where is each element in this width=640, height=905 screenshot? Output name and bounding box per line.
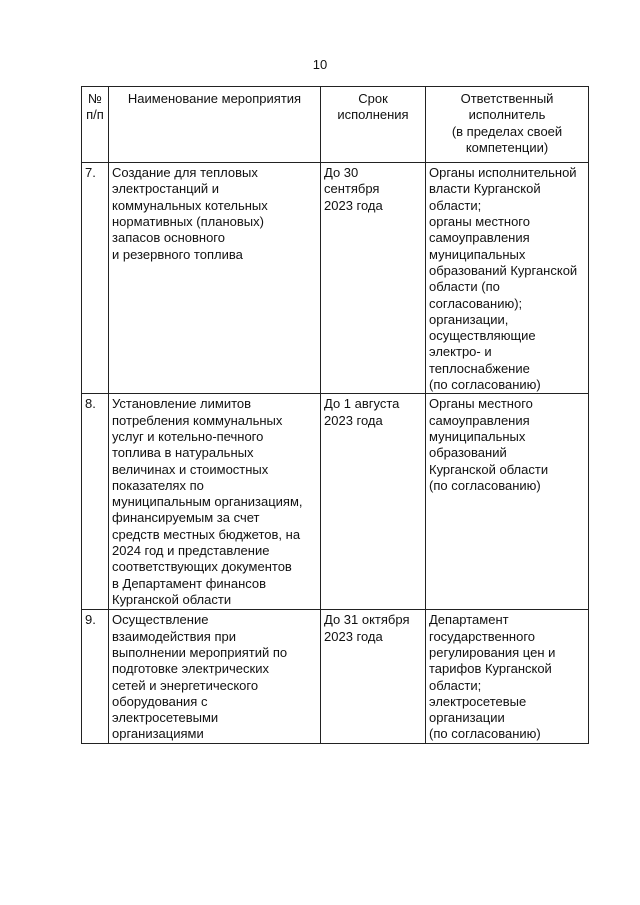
- measures-table: [81, 86, 589, 744]
- row-responsible: Органы местного самоуправления муниципальных образований Курганской области (по согласованию): [426, 394, 589, 610]
- table-header-row: [82, 87, 589, 163]
- header-measure-name: Наименование мероприятия: [109, 87, 321, 163]
- table-row: [82, 610, 589, 743]
- row-deadline: До 30 сентября 2023 года: [321, 163, 426, 394]
- header-responsible: Ответственный исполнитель (в пределах своей компетенции): [426, 87, 589, 163]
- table-row: [82, 163, 589, 394]
- row-measure-name: Установление лимитов потребления коммунальных услуг и котельно-печного топлива в натуральных величинах и стоимостных показателях по муниципальным организациям, финансируемым за счет средств местных бюджетов, на 2024 год и представление соответствующих документов в Департамент финансов Курганской области: [109, 394, 321, 610]
- row-number: 8.: [82, 394, 109, 610]
- table-row: [82, 394, 589, 610]
- row-measure-name: Осуществление взаимодействия при выполнении мероприятий по подготовке электрических сетей и энергетического оборудования с электросетевыми организациями: [109, 610, 321, 743]
- row-deadline: До 1 августа 2023 года: [321, 394, 426, 610]
- row-number: 9.: [82, 610, 109, 743]
- header-deadline: Срок исполнения: [321, 87, 426, 163]
- row-number: 7.: [82, 163, 109, 394]
- row-measure-name: Создание для тепловых электростанций и коммунальных котельных нормативных (плановых) запасов основного и резервного топлива: [109, 163, 321, 394]
- header-number: № п/п: [82, 87, 109, 163]
- row-responsible: Органы исполнительной власти Курганской области; органы местного самоуправления муниципальных образований Курганской области (по согласованию); организации, осуществляющие электро- и теплоснабжение (по согласованию): [426, 163, 589, 394]
- page-number: 10: [312, 57, 328, 72]
- row-responsible: Департамент государственного регулирования цен и тарифов Курганской области; электросетевые организации (по согласованию): [426, 610, 589, 743]
- row-deadline: До 31 октября 2023 года: [321, 610, 426, 743]
